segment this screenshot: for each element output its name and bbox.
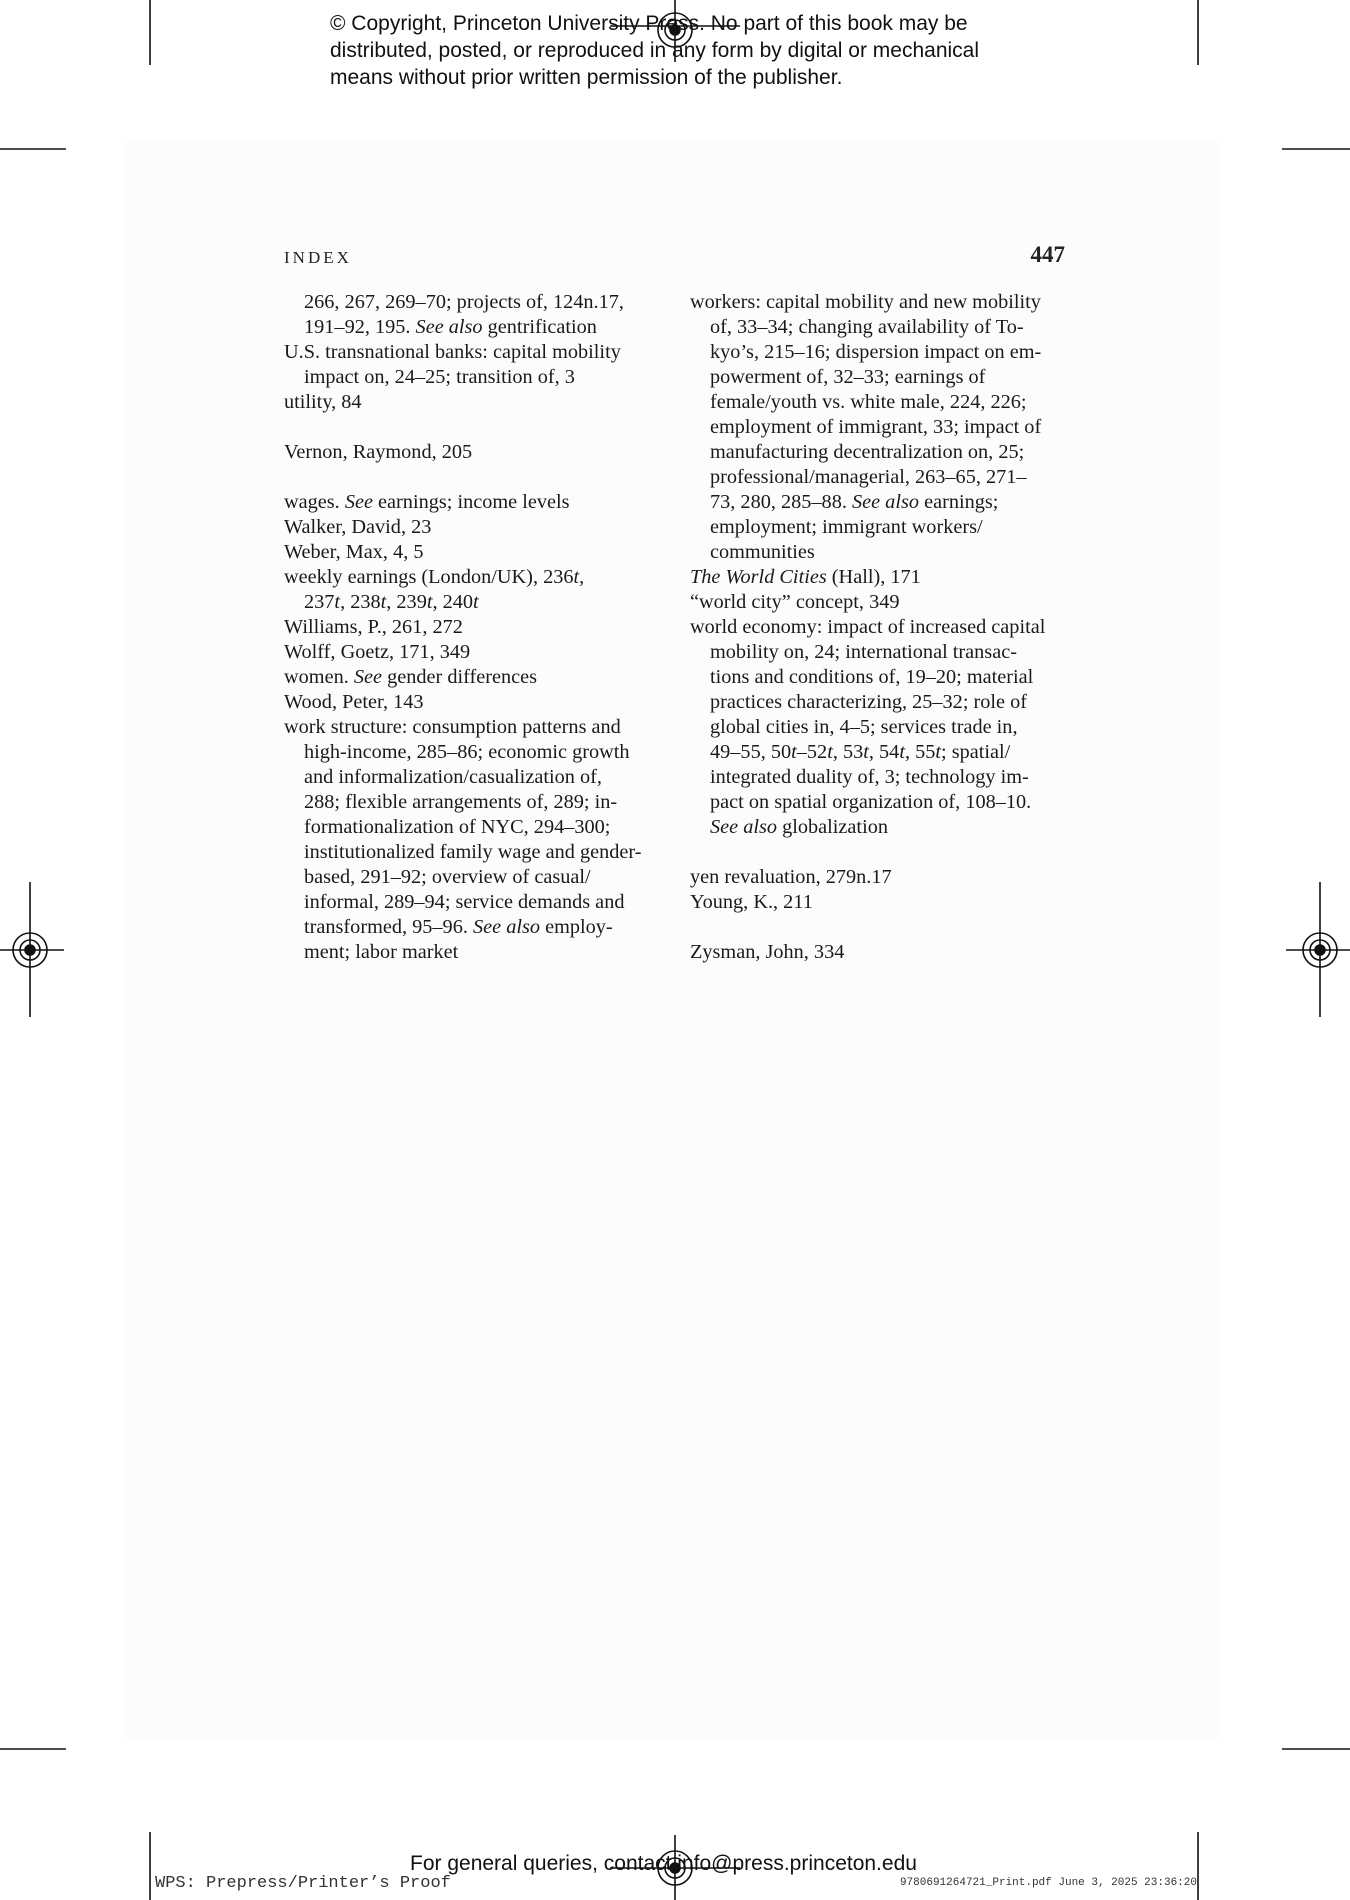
entry-text: wages. <box>284 491 345 513</box>
index-entry <box>690 565 1090 590</box>
entry-text: earnings; income levels <box>372 491 570 513</box>
index-entry-line <box>690 740 1090 765</box>
index-entry-line <box>284 890 674 915</box>
index-entry <box>284 565 674 615</box>
index-column-left <box>284 290 674 965</box>
italic-text: t <box>573 566 580 588</box>
file-info: 9780691264721_Print.pdf June 3, 2025 23:36:20 <box>899 1877 1197 1889</box>
blank-line <box>284 415 674 440</box>
entry-text: Weber, Max, 4, 5 <box>284 541 424 563</box>
index-entry <box>284 640 674 665</box>
blank-line <box>690 840 1090 865</box>
index-entry <box>690 290 1090 565</box>
index-entry-line <box>690 615 1090 640</box>
index-entry-line <box>284 440 674 465</box>
italic-text: See also <box>415 316 483 338</box>
entry-text: 288; flexible arrangements of, 289; in- <box>304 791 618 813</box>
index-entry-line <box>284 715 674 740</box>
index-entry-line <box>690 490 1090 515</box>
index-entry-line <box>284 690 674 715</box>
index-entry <box>284 390 674 415</box>
index-entry-line <box>284 515 674 540</box>
entry-text: earnings; <box>919 491 999 513</box>
italic-text: The World Cities <box>690 566 827 588</box>
index-entry-line <box>690 290 1090 315</box>
entry-text: , 53 <box>832 741 864 763</box>
index-entry-line <box>690 340 1090 365</box>
entry-text: U.S. transnational banks: capital mobility <box>284 341 621 363</box>
registration-target-right <box>1286 882 1350 1017</box>
index-entry <box>284 615 674 640</box>
index-entry-line <box>690 865 1090 890</box>
index-entry <box>690 890 1090 915</box>
index-entry <box>284 340 674 390</box>
index-entry-line <box>284 490 674 515</box>
entry-text: weekly earnings (London/UK), 236 <box>284 566 574 588</box>
entry-text: high-income, 285–86; economic growth <box>304 741 630 763</box>
index-entry-line <box>690 565 1090 590</box>
index-entry-line <box>284 640 674 665</box>
index-entry-line <box>284 315 674 340</box>
italic-text: t <box>334 591 341 613</box>
index-entry-line <box>690 415 1090 440</box>
entry-text: Williams, P., 261, 272 <box>284 616 463 638</box>
entry-text: informal, 289–94; service demands and <box>304 891 625 913</box>
entry-text: , 55 <box>904 741 936 763</box>
italic-text: See also <box>851 491 919 513</box>
blank-line <box>690 915 1090 940</box>
entry-text: work structure: consumption patterns and <box>284 716 621 738</box>
index-entry <box>284 440 674 465</box>
copyright-line: means without prior written permission of the publisher. <box>330 66 843 89</box>
entry-text: professional/managerial, 263–65, 271– <box>710 466 1027 488</box>
entry-text: of, 33–34; changing availability of To- <box>710 316 1024 338</box>
index-entry-line <box>284 740 674 765</box>
entry-text: manufacturing decentralization on, 25; <box>710 441 1025 463</box>
entry-text: , 239 <box>386 591 427 613</box>
entry-text: globalization <box>777 816 888 838</box>
entry-text: gentrification <box>482 316 597 338</box>
index-entry-line <box>284 290 674 315</box>
entry-text: Wood, Peter, 143 <box>284 691 424 713</box>
index-entry <box>284 665 674 690</box>
italic-text: t <box>935 741 942 763</box>
index-entry-line <box>284 540 674 565</box>
entry-text: 49–55, 50 <box>710 741 792 763</box>
italic-text: t <box>426 591 433 613</box>
general-queries-note: For general queries, contact info@press.princeton.edu <box>410 1852 917 1875</box>
entry-text: Young, K., 211 <box>690 891 813 913</box>
entry-text: gender differences <box>382 666 538 688</box>
entry-text: (Hall), 171 <box>826 566 921 588</box>
entry-text: powerment of, 32–33; earnings of <box>710 366 986 388</box>
index-entry-line <box>690 365 1090 390</box>
index-entry-line <box>284 940 674 965</box>
index-entry-line <box>690 390 1090 415</box>
running-head: INDEX <box>284 248 352 267</box>
entry-text: Vernon, Raymond, 205 <box>284 441 473 463</box>
index-entry-line <box>284 815 674 840</box>
entry-text: women. <box>284 666 354 688</box>
entry-text: ; spatial/ <box>941 741 1011 763</box>
page-number: 447 <box>1030 242 1065 267</box>
entry-text: , 54 <box>868 741 900 763</box>
entry-text: ment; labor market <box>304 941 459 963</box>
index-entry <box>690 590 1090 615</box>
entry-text: female/youth vs. white male, 224, 226; <box>710 391 1027 413</box>
index-entry <box>690 865 1090 890</box>
entry-text: mobility on, 24; international transac- <box>710 641 1017 663</box>
copyright-notice <box>330 10 1090 91</box>
italic-text: t <box>380 591 387 613</box>
index-entry <box>284 290 674 340</box>
index-entry-line <box>690 465 1090 490</box>
entry-text: institutionalized family wage and gender- <box>304 841 642 863</box>
proof-label: WPS: Prepress/Printer’s Proof <box>155 1874 451 1893</box>
entry-text: , <box>579 566 585 588</box>
index-entry-line <box>284 615 674 640</box>
index-entry-line <box>690 540 1090 565</box>
entry-text: integrated duality of, 3; technology im- <box>710 766 1029 788</box>
index-entry-line <box>690 815 1090 840</box>
entry-text: communities <box>710 541 815 563</box>
index-entry-line <box>284 565 674 590</box>
index-entry <box>690 615 1090 840</box>
index-entry <box>690 940 1090 965</box>
entry-text: tions and conditions of, 19–20; material <box>710 666 1034 688</box>
entry-text: employ- <box>540 916 613 938</box>
index-entry-line <box>690 765 1090 790</box>
index-entry-line <box>284 340 674 365</box>
italic-text: See also <box>472 916 541 938</box>
italic-text: See <box>353 666 383 688</box>
entry-text: yen revaluation, 279n.17 <box>690 866 892 888</box>
italic-text: See <box>344 491 373 513</box>
index-entry-line <box>284 915 674 940</box>
entry-text: kyo’s, 215–16; dispersion impact on em- <box>710 341 1042 363</box>
index-entry <box>284 715 674 965</box>
entry-text: workers: capital mobility and new mobility <box>690 291 1041 313</box>
index-entry-line <box>284 665 674 690</box>
italic-text: t <box>863 741 869 763</box>
index-entry-line <box>690 715 1090 740</box>
index-entry <box>284 515 674 540</box>
index-entry-line <box>690 640 1090 665</box>
entry-text: world economy: impact of increased capital <box>690 616 1046 638</box>
entry-text: 266, 267, 269–70; projects of, 124n.17, <box>304 291 624 313</box>
index-entry-line <box>284 865 674 890</box>
entry-text: “world city” concept, 349 <box>690 591 900 613</box>
copyright-line: © Copyright, Princeton University Press. No part of this book may be <box>330 12 968 35</box>
entry-text: formationalization of NYC, 294–300; <box>304 816 611 838</box>
index-column-right <box>690 290 1090 965</box>
entry-text: Wolff, Goetz, 171, 349 <box>284 641 471 663</box>
entry-text: utility, 84 <box>284 391 362 413</box>
copyright-line: distributed, posted, or reproduced in any form by digital or mechanical <box>330 39 980 62</box>
entry-text: pact on spatial organization of, 108–10. <box>710 791 1032 813</box>
entry-text: impact on, 24–25; transition of, 3 <box>304 366 575 388</box>
index-entry <box>284 540 674 565</box>
index-entry-line <box>284 365 674 390</box>
index-entry-line <box>690 940 1090 965</box>
entry-text: based, 291–92; overview of casual/ <box>304 866 591 888</box>
entry-text: practices characterizing, 25–32; role of <box>710 691 1028 713</box>
italic-text: t <box>899 741 905 763</box>
blank-line <box>284 465 674 490</box>
entry-text: 73, 280, 285–88. <box>710 491 852 513</box>
entry-text: Walker, David, 23 <box>284 516 432 538</box>
index-entry-line <box>284 840 674 865</box>
entry-text: 237 <box>304 591 335 613</box>
italic-text: t <box>791 741 797 763</box>
index-entry-line <box>284 790 674 815</box>
index-entry-line <box>284 765 674 790</box>
index-entry <box>284 490 674 515</box>
entry-text: global cities in, 4–5; services trade in, <box>710 716 1018 738</box>
entry-text: , 240 <box>432 591 474 613</box>
entry-text: Zysman, John, 334 <box>690 941 845 963</box>
entry-text: –52 <box>796 741 828 763</box>
index-entry-line <box>690 440 1090 465</box>
entry-text: employment; immigrant workers/ <box>710 516 983 538</box>
entry-text: and informalization/casualization of, <box>304 766 602 788</box>
index-entry-line <box>690 515 1090 540</box>
index-entry-line <box>690 665 1090 690</box>
italic-text: t <box>827 741 833 763</box>
italic-text: t <box>473 591 479 613</box>
index-entry-line <box>690 315 1090 340</box>
index-entry-line <box>690 890 1090 915</box>
entry-text: , 238 <box>340 591 381 613</box>
index-entry-line <box>690 790 1090 815</box>
index-entry-line <box>690 690 1090 715</box>
index-entry-line <box>690 590 1090 615</box>
index-entry-line <box>284 390 674 415</box>
entry-text: transformed, 95–96. <box>304 916 473 938</box>
index-entry <box>284 690 674 715</box>
italic-text: See also <box>710 816 778 838</box>
index-entry-line <box>284 590 674 615</box>
registration-target-left <box>0 882 64 1017</box>
entry-text: employment of immigrant, 33; impact of <box>710 416 1042 438</box>
entry-text: 191–92, 195. <box>304 316 416 338</box>
